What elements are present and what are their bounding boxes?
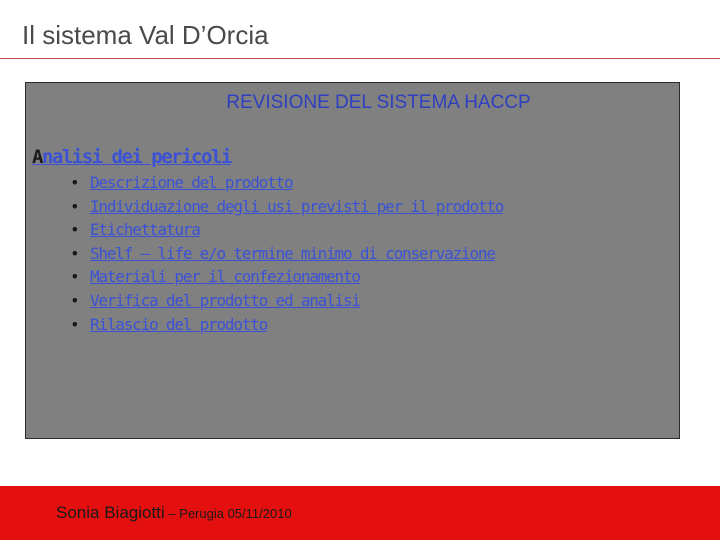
topic-link-rilascio[interactable]: Rilascio del prodotto: [90, 314, 268, 334]
topic-link-materiali[interactable]: Materiali per il confezionamento: [90, 267, 360, 287]
topic-link-shelf-life[interactable]: Shelf – life e/o termine minimo di conservazione: [90, 243, 495, 263]
footer-bar: [0, 486, 720, 540]
bullet-icon: •: [70, 314, 79, 334]
topic-link-etichettatura[interactable]: Etichettatura: [90, 220, 200, 240]
slide-title: Il sistema Val D’Orcia: [22, 20, 269, 50]
topic-link-verifica[interactable]: Verifica del prodotto ed analisi: [90, 290, 360, 310]
bullet-icon: •: [70, 290, 79, 310]
bullet-icon: •: [70, 243, 79, 263]
bullet-icon: •: [70, 220, 79, 240]
bullet-icon: •: [70, 196, 79, 216]
footer-separator: –: [164, 506, 180, 521]
bullet-icon: •: [70, 267, 79, 287]
panel-heading: REVISIONE DEL SISTEMA HACCP: [226, 92, 531, 113]
content-panel: [25, 82, 680, 439]
title-divider: [0, 58, 720, 59]
author-name: Sonia Biagiotti: [56, 503, 165, 522]
place-date: Perugia 05/11/2010: [179, 506, 292, 521]
section-link-analisi-dei-pericoli[interactable]: [32, 146, 231, 168]
bullet-icon: •: [70, 173, 79, 192]
topic-link-usi-previsti[interactable]: Individuazione degli usi previsti per il prodotto: [90, 196, 504, 216]
section-link-text: nalisi dei pericoli: [41, 146, 231, 168]
topic-link-descrizione[interactable]: Descrizione del prodotto: [90, 173, 293, 192]
section-link-initial: A: [32, 146, 42, 168]
footer-credit: [56, 503, 292, 523]
